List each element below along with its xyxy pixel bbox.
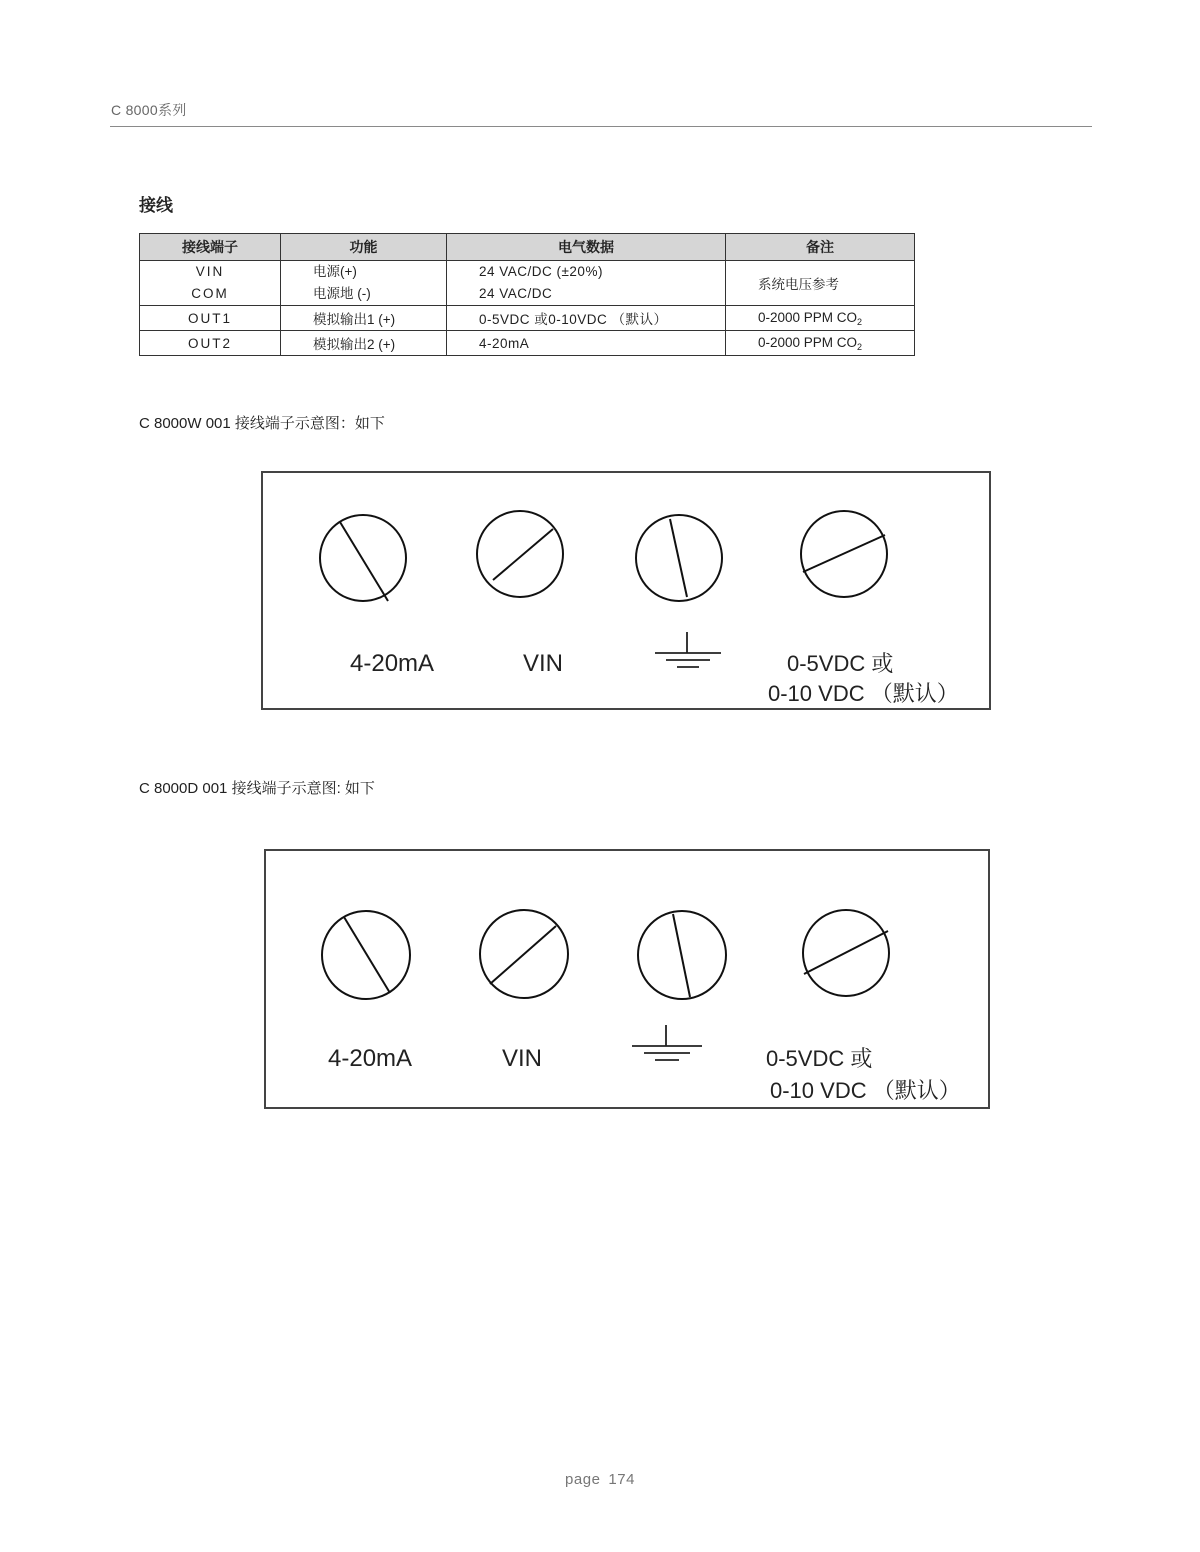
cell-terminal <box>140 261 281 306</box>
cell-electrical: 4-20mA <box>447 331 726 356</box>
cell-electrical: 0-5VDC 或0-10VDC （默认） <box>447 306 726 331</box>
table-row <box>140 306 915 331</box>
header-electrical: 电气数据 <box>447 234 726 261</box>
electrical-vin: 24 VAC/DC (±20%) <box>479 264 603 279</box>
screw-terminal-icon <box>636 515 722 601</box>
note-subscript: 2 <box>857 341 863 352</box>
cell-note: 系统电压参考 <box>726 261 915 306</box>
header-divider <box>110 126 1092 127</box>
terminal-label-vin: VIN <box>502 1045 543 1072</box>
ground-symbol-icon <box>655 632 721 667</box>
terminal-label-vin: VIN <box>523 650 564 677</box>
cell-note <box>726 331 915 356</box>
function-ground: 电源地 (-) <box>313 286 371 301</box>
function-power: 电源(+) <box>313 264 357 279</box>
note-text: 0-2000 PPM CO <box>758 309 858 325</box>
terminal-diagram-d001 <box>262 847 992 1111</box>
cell-electrical <box>447 261 726 306</box>
table-row <box>140 331 915 356</box>
header-terminal: 接线端子 <box>140 234 281 261</box>
cell-note <box>726 306 915 331</box>
ground-symbol-icon <box>632 1025 702 1060</box>
header-note: 备注 <box>726 234 915 261</box>
cell-function: 模拟输出1 (+) <box>281 306 447 331</box>
screw-terminal-icon <box>477 511 563 597</box>
terminal-label-voltage-default: 0-10 VDC （默认） <box>768 681 959 706</box>
terminal-label-voltage-out: 0-5VDC 或 <box>787 651 894 676</box>
terminal-label-voltage-default: 0-10 VDC （默认） <box>770 1078 961 1103</box>
terminal-vin: VIN <box>195 264 225 279</box>
note-subscript: 2 <box>857 316 863 327</box>
page-label: page <box>565 1471 601 1488</box>
running-header: C 8000系列 <box>111 102 187 118</box>
wiring-table <box>139 233 915 356</box>
screw-terminal-icon <box>322 911 410 999</box>
table-header-row <box>140 234 915 261</box>
terminal-diagram-w001 <box>259 469 993 712</box>
page-footer <box>0 1471 1200 1488</box>
cell-function <box>281 261 447 306</box>
electrical-com: 24 VAC/DC <box>479 286 553 301</box>
screw-terminal-icon <box>480 910 568 998</box>
cell-terminal: OUT2 <box>140 331 281 356</box>
screw-terminal-icon <box>803 910 889 996</box>
cell-function: 模拟输出2 (+) <box>281 331 447 356</box>
terminal-label-4-20ma: 4-20mA <box>350 650 435 677</box>
note-text: 0-2000 PPM CO <box>758 334 858 350</box>
header-function: 功能 <box>281 234 447 261</box>
diagram-caption-w001: C 8000W 001 接线端子示意图：如下 <box>139 415 385 432</box>
terminal-com: COM <box>191 286 229 301</box>
diagram-caption-d001: C 8000D 001 接线端子示意图: 如下 <box>139 780 375 797</box>
page-number: 174 <box>608 1471 635 1488</box>
screw-terminal-icon <box>638 911 726 999</box>
section-heading: 接线 <box>139 196 173 215</box>
screw-terminal-icon <box>801 511 887 597</box>
table-row <box>140 261 915 306</box>
cell-terminal: OUT1 <box>140 306 281 331</box>
terminal-label-4-20ma: 4-20mA <box>328 1045 413 1072</box>
terminal-label-voltage-out: 0-5VDC 或 <box>766 1046 873 1071</box>
screw-terminal-icon <box>320 515 406 601</box>
